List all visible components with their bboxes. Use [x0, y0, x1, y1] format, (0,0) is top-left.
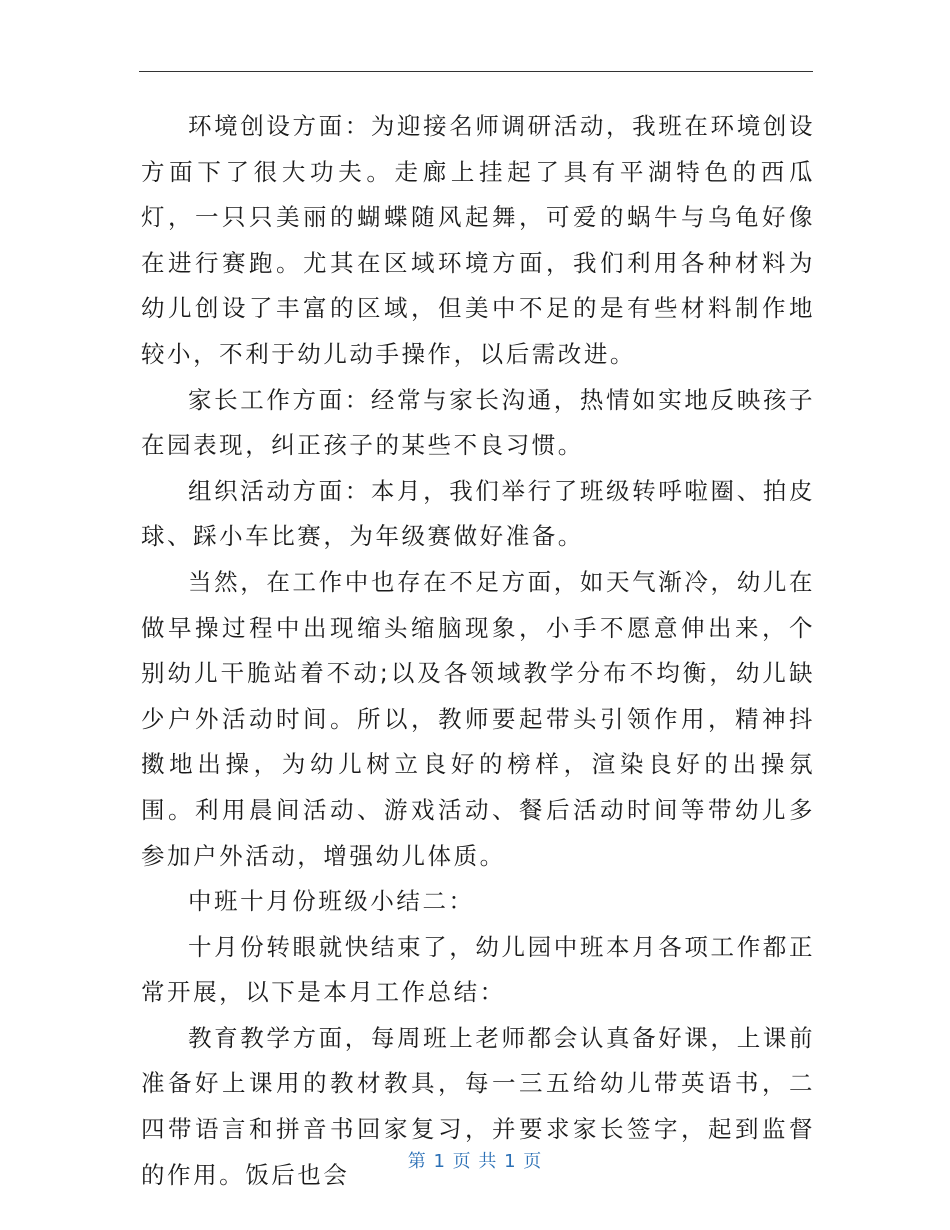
paragraph-october-summary: 十月份转眼就快结束了，幼儿园中班本月各项工作都正常开展，以下是本月工作总结：: [141, 932, 815, 1007]
page-footer: [0, 1150, 950, 1174]
page-number-label: 第 1 页 共 1 页: [407, 1151, 543, 1172]
paragraph-shortcomings: 当然，在工作中也存在不足方面，如天气渐冷，幼儿在做早操过程中出现缩头缩脑现象，小手不愿意伸出来，个别幼儿干脆站着不动;以及各领域教学分布不均衡，幼儿缺少户外活动时间。所以，教师要起带头引领作用，精神抖擞地出操，为幼儿树立良好的榜样，渲染良好的出操氛围。利用晨间活动、游戏活动、餐后活动时间等带幼儿多参加户外活动，增强幼儿体质。: [141, 567, 815, 870]
header-rule: [139, 71, 813, 72]
document-body: [141, 104, 815, 1198]
paragraph-environment: 环境创设方面：为迎接名师调研活动，我班在环境创设方面下了很大功夫。走廊上挂起了具有平湖特色的西瓜灯，一只只美丽的蝴蝶随风起舞，可爱的蜗牛与乌龟好像在进行赛跑。尤其在区域环境方面，我们利用各种材料为幼儿创设了丰富的区域，但美中不足的是有些材料制作地较小，不利于幼儿动手操作，以后需改进。: [141, 112, 815, 368]
paragraph-activities: 组织活动方面：本月，我们举行了班级转呼啦圈、拍皮球、踩小车比赛，为年级赛做好准备。: [141, 476, 815, 551]
paragraph-parent-work: 家长工作方面：经常与家长沟通，热情如实地反映孩子在园表现，纠正孩子的某些不良习惯。: [141, 385, 815, 460]
paragraph-section-heading: 中班十月份班级小结二：: [188, 887, 475, 916]
paragraph-teaching: 教育教学方面，每周班上老师都会认真备好课，上课前准备好上课用的教材教具，每一三五给幼儿带英语书，二四带语言和拼音书回家复习，并要求家长签字，起到监督的作用。饭后也会: [141, 1023, 815, 1189]
